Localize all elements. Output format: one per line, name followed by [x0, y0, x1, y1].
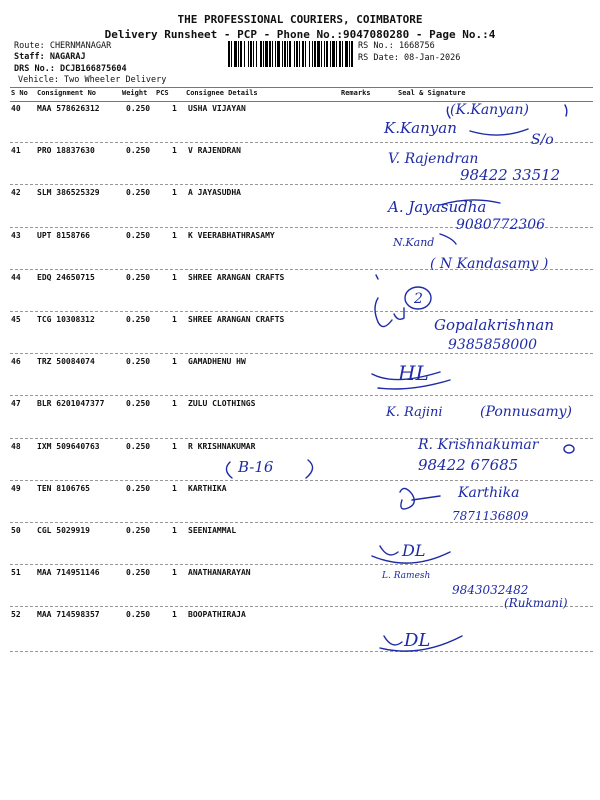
signature-51b: 9843032482 [452, 583, 529, 597]
cell-weight: 0.250 [126, 610, 151, 619]
barcode-bar [234, 41, 237, 67]
cell-consignee: V RAJENDRAN [188, 146, 241, 155]
cell-consignment: MAA 714951146 [37, 568, 100, 577]
cell-consignment: UPT 8158766 [37, 231, 90, 240]
barcode-bar [336, 41, 337, 67]
barcode-bar [339, 41, 341, 67]
cell-weight: 0.250 [126, 526, 151, 535]
cell-sno: 47 [11, 399, 21, 408]
ink-circle-44 [405, 287, 431, 309]
table-row [0, 146, 600, 160]
barcode-bar [272, 41, 273, 67]
cell-consignee: K VEERABHATHRASAMY [188, 231, 275, 240]
table-end-rule [10, 651, 593, 652]
signature-49b: 7871136809 [452, 509, 529, 523]
header-rule-bottom [10, 101, 593, 102]
signature-51a: L. Ramesh [382, 571, 431, 581]
cell-consignment: TCG 10308312 [37, 315, 95, 324]
barcode-bar [309, 41, 310, 67]
row-separator [10, 353, 593, 354]
signature-44: 2 [414, 291, 423, 307]
signature-51c: (Rukmani) [504, 596, 568, 610]
cell-pcs: 1 [172, 442, 177, 451]
col-weight-header: Weight [122, 89, 148, 97]
cell-consignee: BOOPATHIRAJA [188, 610, 246, 619]
cell-sno: 44 [11, 273, 21, 282]
cell-weight: 0.250 [126, 188, 151, 197]
cell-weight: 0.250 [126, 104, 151, 113]
barcode-bar [289, 41, 291, 67]
table-row [0, 610, 600, 624]
signature-42b: 9080772306 [456, 217, 546, 233]
cell-sno: 52 [11, 610, 21, 619]
row-separator [10, 522, 593, 523]
cell-consignment: BLR 6201047377 [37, 399, 105, 408]
cell-weight: 0.250 [126, 399, 151, 408]
cell-consignment: TRZ 50084074 [37, 357, 95, 366]
vehicle-label: Vehicle: Two Wheeler Delivery [18, 75, 167, 85]
signature-49a: Karthika [458, 485, 520, 501]
row-separator [10, 227, 593, 228]
cell-pcs: 1 [172, 526, 177, 535]
barcode-bar [342, 41, 343, 67]
barcode-bar [263, 41, 264, 67]
table-row [0, 484, 600, 498]
table-row [0, 568, 600, 582]
signature-47a: K. Rajini [386, 405, 443, 420]
signature-45a: Gopalakrishnan [434, 316, 554, 334]
runsheet-subtitle: Delivery Runsheet - PCP - Phone No.:9047080280 - Page No.:4 [104, 28, 496, 41]
barcode-bar [321, 41, 322, 67]
barcode-bar [256, 41, 257, 67]
barcode-bar [317, 41, 320, 67]
cell-consignment: CGL 5029919 [37, 526, 90, 535]
barcode-bar [277, 41, 280, 67]
row-separator [10, 395, 593, 396]
row-separator [10, 142, 593, 143]
cell-consignee: A JAYASUDHA [188, 188, 241, 197]
table-row [0, 188, 600, 202]
cell-pcs: 1 [172, 315, 177, 324]
col-seal-header: Seal & Signature [398, 89, 466, 97]
barcode-bar [269, 41, 271, 67]
row-separator [10, 438, 593, 439]
signature-41b: 98422 33512 [460, 166, 561, 184]
rs-number: RS No.: 1668756 [358, 41, 435, 51]
drs-number: DRS No.: DCJB166875604 [14, 64, 127, 74]
cell-pcs: 1 [172, 568, 177, 577]
cell-pcs: 1 [172, 104, 177, 113]
signature-43b: ( N Kandasamy ) [430, 256, 549, 272]
cell-sno: 50 [11, 526, 21, 535]
cell-sno: 41 [11, 146, 21, 155]
barcode-bar [231, 41, 232, 67]
barcode-bar [312, 41, 313, 67]
barcode-image [228, 41, 354, 67]
header-rule-top [10, 87, 593, 88]
row-separator [10, 564, 593, 565]
cell-consignee: R KRISHNAKUMAR [188, 442, 256, 451]
row-separator [10, 269, 593, 270]
table-row [0, 231, 600, 245]
signature-43a: N.Kand [393, 236, 435, 249]
barcode-bar [248, 41, 249, 67]
barcode-bar [351, 41, 353, 67]
table-row [0, 104, 600, 118]
ink-stroke-52 [380, 636, 462, 651]
col-consignment-header: Consignment No [37, 89, 97, 97]
barcode-bar [260, 41, 262, 67]
barcode-bar [275, 41, 276, 67]
row-separator [10, 480, 593, 481]
signature-46: HL [398, 361, 429, 385]
ink-stroke-49-remark [226, 460, 312, 478]
signature-40c: S/o [531, 132, 554, 148]
signature-48b: 98422 67685 [418, 456, 519, 474]
barcode-bar [305, 41, 306, 67]
table-row [0, 273, 600, 287]
barcode-bar [244, 41, 245, 67]
barcode-bar [282, 41, 283, 67]
barcode-bar [349, 41, 350, 67]
cell-sno: 51 [11, 568, 21, 577]
barcode-bar [296, 41, 298, 67]
cell-consignee: SHREE ARANGAN CRAFTS [188, 315, 285, 324]
cell-weight: 0.250 [126, 231, 151, 240]
barcode-bar [287, 41, 288, 67]
barcode-bar [330, 41, 331, 67]
barcode-bar [332, 41, 335, 67]
cell-consignment: MAA 578626312 [37, 104, 100, 113]
barcode-bar [265, 41, 268, 67]
signature-42a: A. Jayasudha [388, 198, 487, 216]
table-row [0, 399, 600, 413]
barcode-bar [240, 41, 242, 67]
cell-sno: 42 [11, 188, 21, 197]
signature-52: DL [404, 630, 431, 651]
cell-consignee: ZULU CLOTHINGS [188, 399, 256, 408]
col-pcs-header: PCS [156, 89, 169, 97]
cell-consignee: KARTHIKA [188, 484, 227, 493]
cell-weight: 0.250 [126, 357, 151, 366]
cell-consignment: SLM 386525329 [37, 188, 100, 197]
cell-sno: 48 [11, 442, 21, 451]
barcode-bar [253, 41, 254, 67]
cell-pcs: 1 [172, 146, 177, 155]
table-header [0, 89, 600, 101]
barcode-bar [324, 41, 325, 67]
signature-40a: (K.Kanyan) [450, 102, 529, 118]
cell-sno: 45 [11, 315, 21, 324]
cell-sno: 43 [11, 231, 21, 240]
cell-consignment: PRO 18837630 [37, 146, 95, 155]
cell-consignee: GAMADHENU HW [188, 357, 246, 366]
cell-weight: 0.250 [126, 568, 151, 577]
signature-45b: 9385858000 [448, 337, 538, 353]
col-sno-header: S No [11, 89, 28, 97]
barcode-bar [294, 41, 295, 67]
cell-sno: 46 [11, 357, 21, 366]
table-row [0, 526, 600, 540]
barcode-bar [314, 41, 316, 67]
barcode-bar [299, 41, 300, 67]
cell-consignment: MAA 714598357 [37, 610, 100, 619]
remark-49: B-16 [238, 458, 274, 476]
row-separator [10, 606, 593, 607]
cell-consignee: SHREE ARANGAN CRAFTS [188, 273, 285, 282]
route-label: Route: CHERNMANAGAR [14, 41, 112, 51]
cell-weight: 0.250 [126, 146, 151, 155]
cell-consignee: USHA VIJAYAN [188, 104, 246, 113]
signature-48a: R. Krishnakumar [418, 437, 539, 453]
table-row [0, 357, 600, 371]
barcode-bar [250, 41, 252, 67]
cell-weight: 0.250 [126, 315, 151, 324]
row-separator [10, 184, 593, 185]
cell-pcs: 1 [172, 399, 177, 408]
barcode-bar [228, 41, 230, 67]
signature-50: DL [402, 541, 426, 560]
cell-consignee: SEENIAMMAL [188, 526, 237, 535]
table-row [0, 315, 600, 329]
signature-41a: V. Rajendran [388, 151, 479, 167]
cell-weight: 0.250 [126, 442, 151, 451]
row-separator [10, 311, 593, 312]
barcode-bar [284, 41, 286, 67]
signature-47b: (Ponnusamy) [480, 404, 572, 420]
barcode-bar [345, 41, 348, 67]
barcode-bar [326, 41, 328, 67]
cell-pcs: 1 [172, 610, 177, 619]
cell-consignment: TEN 8106765 [37, 484, 90, 493]
ink-stroke-46 [372, 372, 450, 389]
rs-date: RS Date: 08-Jan-2026 [358, 53, 461, 63]
ink-stroke-50 [372, 546, 450, 563]
cell-sno: 40 [11, 104, 21, 113]
cell-pcs: 1 [172, 231, 177, 240]
signature-40b: K.Kanyan [384, 119, 457, 137]
cell-consignment: IXM 509640763 [37, 442, 100, 451]
cell-sno: 49 [11, 484, 21, 493]
cell-pcs: 1 [172, 188, 177, 197]
cell-consignment: EDQ 24650715 [37, 273, 95, 282]
company-title: THE PROFESSIONAL COURIERS, COIMBATORE [177, 13, 423, 26]
cell-pcs: 1 [172, 357, 177, 366]
barcode-bar [302, 41, 304, 67]
table-row [0, 442, 600, 456]
col-consignee-header: Consignee Details [186, 89, 258, 97]
cell-pcs: 1 [172, 484, 177, 493]
col-remarks-header: Remarks [341, 89, 371, 97]
barcode-bar [238, 41, 239, 67]
cell-weight: 0.250 [126, 273, 151, 282]
cell-consignee: ANATHANARAYAN [188, 568, 251, 577]
cell-weight: 0.250 [126, 484, 151, 493]
staff-label: Staff: NAGARAJ [14, 52, 86, 62]
cell-pcs: 1 [172, 273, 177, 282]
